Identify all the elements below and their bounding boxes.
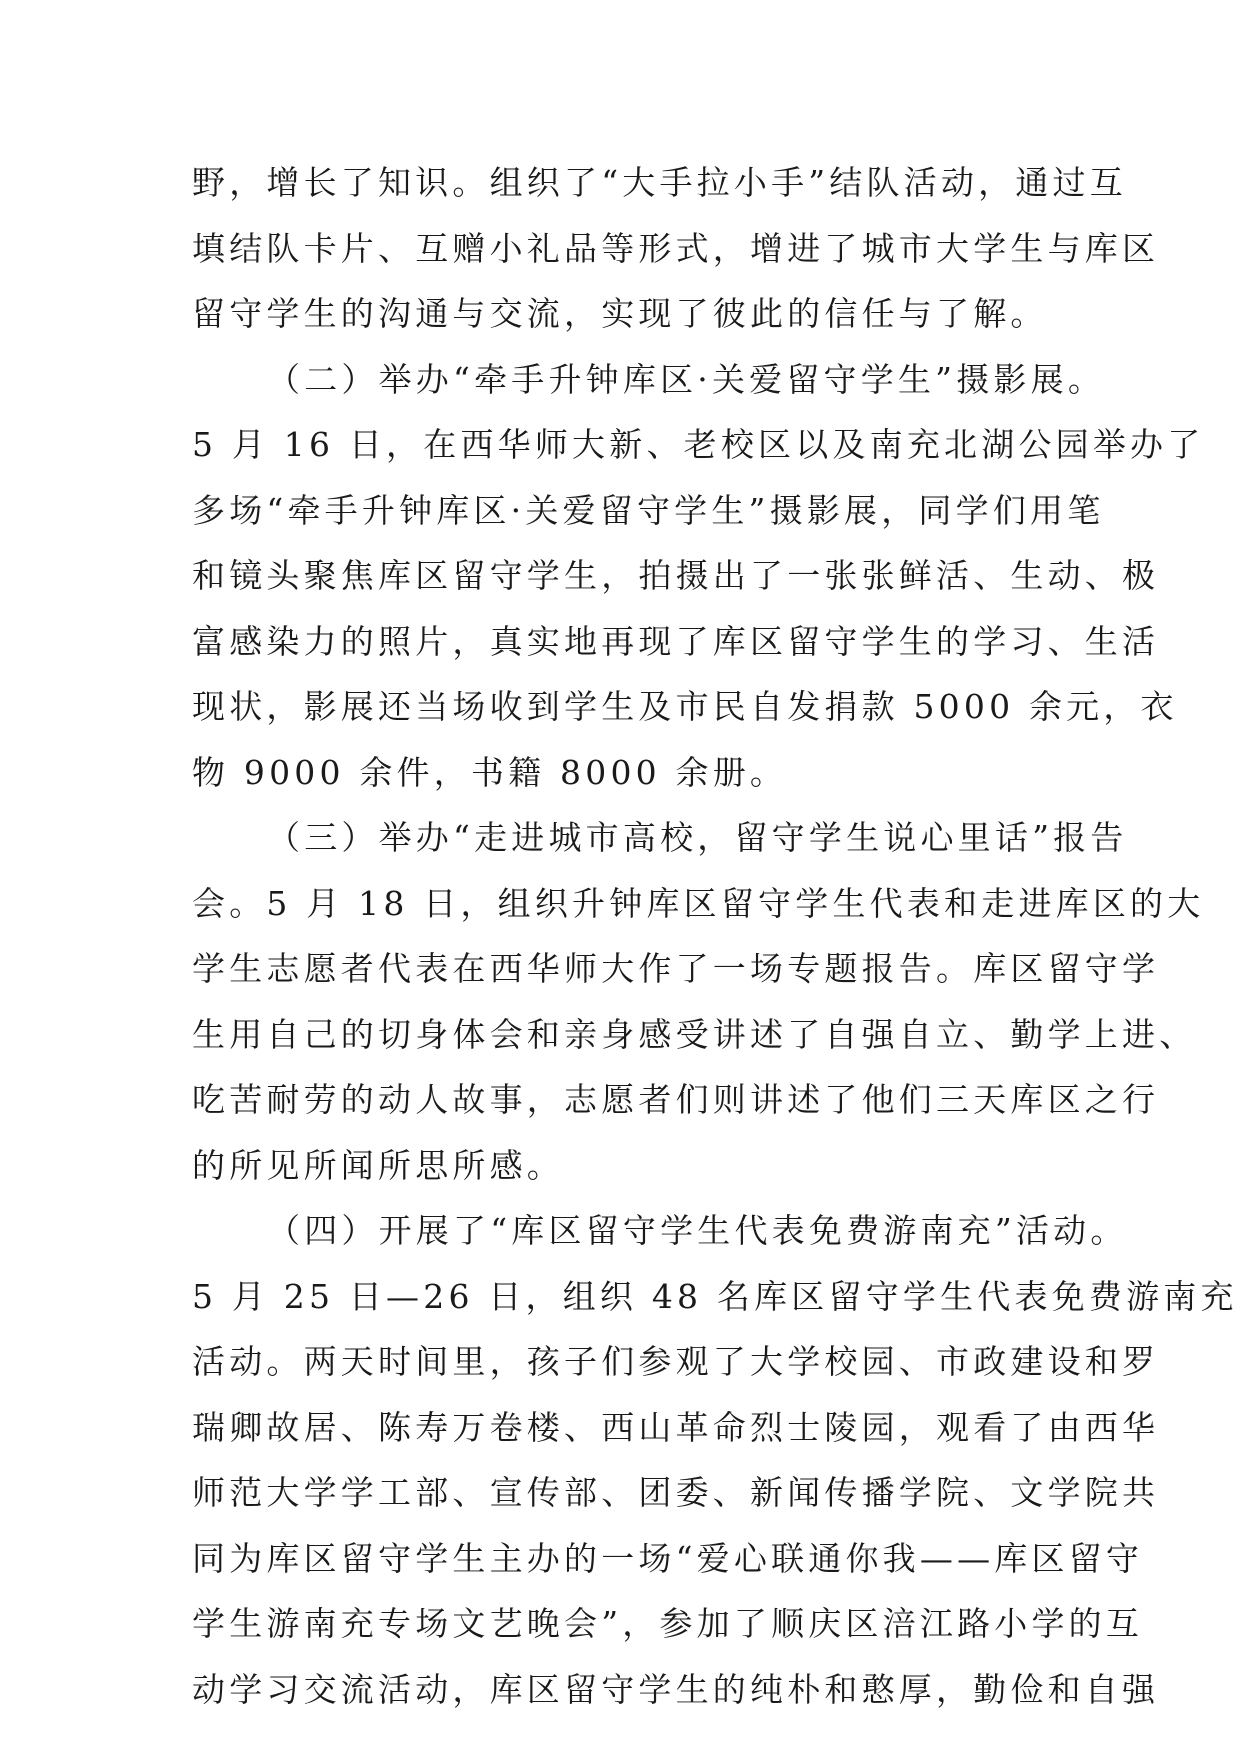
text-line: 5 月 16 日，在西华师大新、老校区以及南充北湖公园举办了	[192, 425, 1205, 464]
text-line: 活动。两天时间里，孩子们参观了大学校园、市政建设和罗	[192, 1342, 1160, 1381]
body-text	[192, 150, 1238, 1722]
text-line: 多场“牵手升钟库区·关爱留守学生”摄影展，同学们用笔	[192, 490, 1105, 530]
text-line: （四）开展了“库区留守学生代表免费游南充”活动。	[267, 1211, 1128, 1250]
text-line: 5 月 25 日—26 日，组织 48 名库区留守学生代表免费游南充	[192, 1276, 1238, 1316]
text-line: 的所见所闻所思所感。	[192, 1145, 564, 1185]
paragraph-3	[192, 805, 1205, 1198]
text-line: 留守学生的沟通与交流，实现了彼此的信任与了解。	[192, 294, 1048, 333]
text-line: 学生游南充专场文艺晚会”，参加了顺庆区涪江路小学的互	[192, 1604, 1144, 1643]
text-line: 现状，影展还当场收到学生及市民自发捐款 5000 余元，衣	[192, 687, 1178, 726]
text-line: 生用自己的切身体会和亲身感受讲述了自强自立、勤学上进、	[192, 1014, 1197, 1054]
text-line: 学生志愿者代表在西华师大作了一场专题报告。库区留守学	[192, 949, 1160, 988]
text-line: 和镜头聚焦库区留守学生，拍摄出了一张张鲜活、生动、极	[192, 556, 1160, 595]
text-line: 富感染力的照片，真实地再现了库区留守学生的学习、生活	[192, 621, 1160, 661]
text-line: 动学习交流活动，库区留守学生的纯朴和憨厚，勤俭和自强	[192, 1669, 1160, 1709]
paragraph-4	[192, 1198, 1238, 1722]
paragraph-2	[192, 347, 1205, 806]
text-line: （三）举办“走进城市高校，留守学生说心里话”报告	[267, 818, 1128, 857]
paragraph-1	[192, 150, 1160, 347]
text-line: 会。5 月 18 日，组织升钟库区留守学生代表和走进库区的大	[192, 883, 1205, 923]
text-line: （二）举办“牵手升钟库区·关爱留守学生”摄影展。	[267, 359, 1106, 399]
text-line: 同为库区留守学生主办的一场“爱心联通你我——库区留守	[192, 1538, 1144, 1578]
text-line: 瑞卿故居、陈寿万卷楼、西山革命烈士陵园，观看了由西华	[192, 1407, 1160, 1447]
text-line: 填结队卡片、互赠小礼品等形式，增进了城市大学生与库区	[192, 228, 1160, 268]
text-line: 物 9000 余件，书籍 8000 余册。	[192, 752, 788, 792]
text-line: 吃苦耐劳的动人故事，志愿者们则讲述了他们三天库区之行	[192, 1080, 1160, 1119]
text-line: 野，增长了知识。组织了“大手拉小手”结队活动，通过互	[192, 163, 1127, 202]
text-line: 师范大学学工部、宣传部、团委、新闻传播学院、文学院共	[192, 1473, 1160, 1512]
